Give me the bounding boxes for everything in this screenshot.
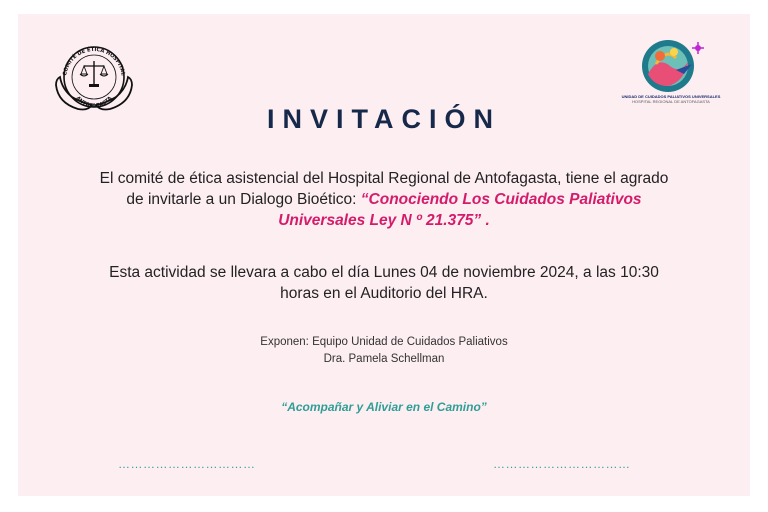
hummingbird-flower-icon [626, 34, 716, 96]
motto-quote: “Acompañar y Aliviar en el Camino” [281, 400, 487, 414]
intro-text: El comité de ética asistencial del Hospital Regional de Antofagasta, tiene el agrado de invitarle a un Dialogo Bioético: [99, 170, 669, 208]
palliative-care-logo-caption [618, 94, 724, 104]
logo-right-caption: UNIDAD DE CUIDADOS PALIATIVOS UNIVERSALES [621, 94, 721, 99]
signature-line-left: …………………………… [118, 457, 256, 471]
logo-left-caption-top: COMITÉ DE ÉTICA HOSPITAL [62, 46, 126, 77]
speakers-line-2: Dra. Pamela Schellman [323, 353, 445, 365]
logo-left-caption-bottom: ANTOFAGASTA [74, 95, 114, 110]
speakers-line-1: Exponen: Equipo Unidad de Cuidados Paliativos [260, 336, 508, 348]
schedule-paragraph: Esta actividad se llevara a cabo el día Lunes 04 de noviembre 2024, a las 10:30 horas en el Auditorio del HRA. [109, 264, 659, 302]
speakers-block [18, 334, 750, 368]
event-title-highlight: “Conociendo Los Cuidados Paliativos Universales Ley N º 21.375” . [278, 191, 642, 229]
page-title: INVITACIÓN [267, 104, 501, 134]
logo-right-subcaption: HOSPITAL REGIONAL DE ANTOFAGASTA [632, 99, 710, 104]
signature-line-right: …………………………… [493, 457, 631, 471]
intro-paragraph [98, 168, 670, 231]
invitation-card [18, 14, 750, 496]
